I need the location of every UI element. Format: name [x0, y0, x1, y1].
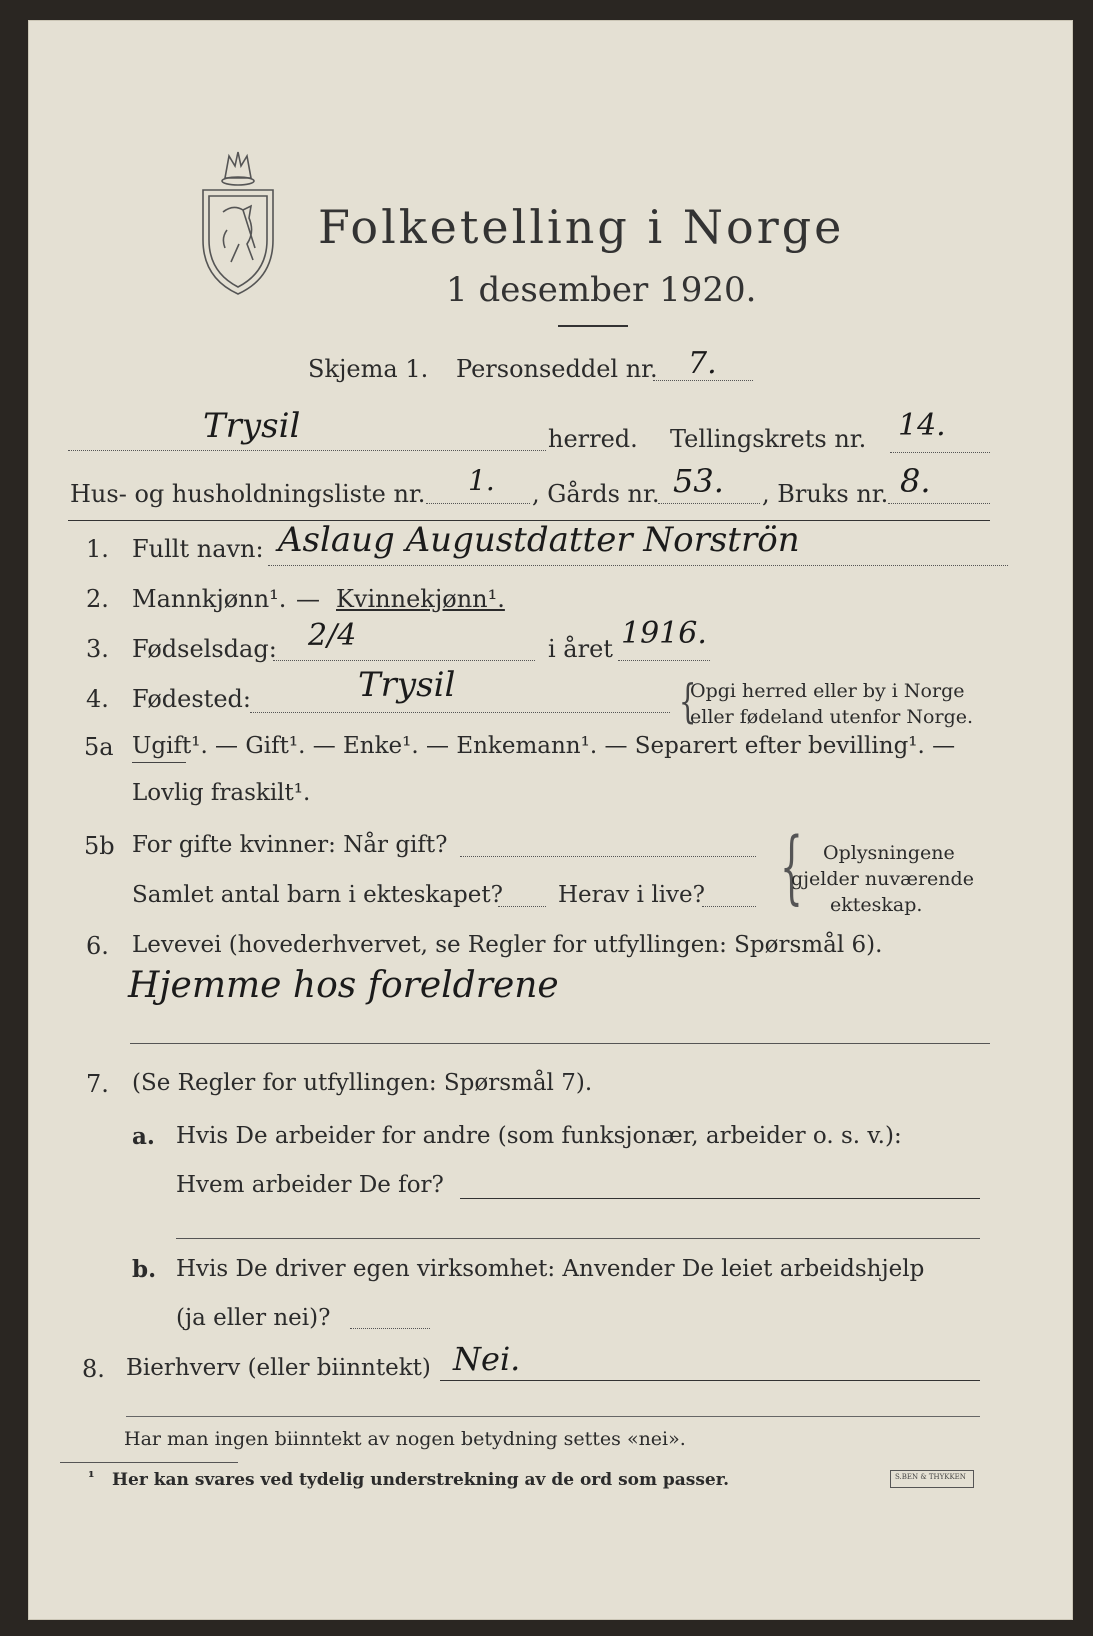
- q2-number: 2.: [86, 585, 109, 613]
- personseddel-label: Personseddel nr.: [456, 355, 658, 383]
- q5b-number: 5b: [84, 832, 115, 860]
- q7a-letter: a.: [132, 1123, 155, 1150]
- q3-year-label: i året: [548, 635, 613, 663]
- skjema-label: Skjema 1.: [308, 355, 429, 383]
- q4-label: Fødested:: [132, 685, 251, 713]
- census-date: 1 desember 1920.: [446, 270, 757, 310]
- gards-label: , Gårds nr.: [532, 480, 660, 508]
- q3-year: 1916.: [621, 616, 707, 651]
- q5b-children-label: Samlet antal barn i ekteskapet?: [132, 882, 503, 908]
- q7a-line2: Hvem arbeider De for?: [176, 1172, 444, 1198]
- q4-note-line1: Opgi herred eller by i Norge: [690, 680, 965, 702]
- footnote-mark: ¹: [88, 1468, 95, 1486]
- q5b-note2: gjelder nuværende: [791, 868, 974, 890]
- personseddel-value: 7.: [688, 346, 717, 381]
- gards-value: 53.: [673, 462, 724, 500]
- bruks-label: , Bruks nr.: [762, 480, 889, 508]
- q4-birthplace: Trysil: [358, 665, 456, 705]
- tellingskrets-value: 14.: [898, 408, 946, 443]
- q5b-note3: ekteskap.: [830, 894, 923, 916]
- herred-label: herred.: [548, 425, 638, 453]
- q5b-alive-label: Herav i live?: [558, 882, 705, 908]
- q7b-line1: Hvis De driver egen virksomhet: Anvender De leiet arbeidshjelp: [176, 1256, 925, 1282]
- printer-stamp: S.BEN & THYKKEN: [890, 1470, 974, 1488]
- ugift-underline: [132, 762, 186, 763]
- q8-value: Nei.: [453, 1340, 521, 1378]
- q7-number: 7.: [86, 1070, 109, 1098]
- q1-full-name: Aslaug Augustdatter Norströn: [278, 520, 800, 560]
- q7a-line1: Hvis De arbeider for andre (som funksjonær, arbeider o. s. v.):: [176, 1123, 902, 1149]
- q3-label: Fødselsdag:: [132, 635, 277, 663]
- hus-label: Hus- og husholdningsliste nr.: [70, 480, 426, 508]
- tellingskrets-label: Tellingskrets nr.: [670, 425, 867, 453]
- q7b-line2: (ja eller nei)?: [176, 1305, 331, 1331]
- q4-note-line2: eller fødeland utenfor Norge.: [690, 706, 974, 728]
- form-title: Folketelling i Norge: [318, 200, 845, 254]
- q2-female: Kvinnekjønn¹.: [336, 585, 505, 613]
- footnote: Her kan svares ved tydelig understrekning av de ord som passer.: [112, 1470, 730, 1490]
- bruks-value: 8.: [900, 462, 931, 500]
- q3-birthdate: 2/4: [308, 618, 357, 653]
- q5b-brace: {: [779, 820, 803, 913]
- census-form: [28, 20, 1073, 1620]
- q6-occupation: Hjemme hos foreldrene: [128, 965, 559, 1006]
- q5a-line1: Ugift¹. — Gift¹. — Enke¹. — Enkemann¹. — Separert efter bevilling¹. —: [132, 733, 956, 759]
- q2-separator: —: [296, 585, 320, 613]
- q5b-line1: For gifte kvinner: Når gift?: [132, 832, 448, 858]
- coat-of-arms-icon: [193, 148, 283, 298]
- q5a-number: 5a: [84, 733, 114, 761]
- q5a-line2: Lovlig fraskilt¹.: [132, 780, 311, 806]
- q1-number: 1.: [86, 535, 109, 563]
- q6-label: Levevei (hovederhvervet, se Regler for utfyllingen: Spørsmål 6).: [132, 932, 883, 958]
- hus-value: 1.: [468, 464, 495, 497]
- q7b-letter: b.: [132, 1256, 157, 1283]
- q8-label: Bierhverv (eller biinntekt): [126, 1355, 431, 1381]
- q1-label: Fullt navn:: [132, 535, 264, 563]
- q2-male: Mannkjønn¹.: [132, 585, 287, 613]
- q4-brace: {: [678, 674, 697, 728]
- title-rule: [558, 325, 628, 327]
- herred-value: Trysil: [203, 406, 301, 446]
- q7-label: (Se Regler for utfyllingen: Spørsmål 7).: [132, 1070, 593, 1096]
- biinntekt-note: Har man ingen biinntekt av nogen betydning settes «nei».: [124, 1428, 686, 1450]
- q3-number: 3.: [86, 635, 109, 663]
- q5b-note1: Oplysningene: [823, 842, 955, 864]
- q8-number: 8.: [82, 1355, 105, 1383]
- q6-number: 6.: [86, 932, 109, 960]
- q4-number: 4.: [86, 685, 109, 713]
